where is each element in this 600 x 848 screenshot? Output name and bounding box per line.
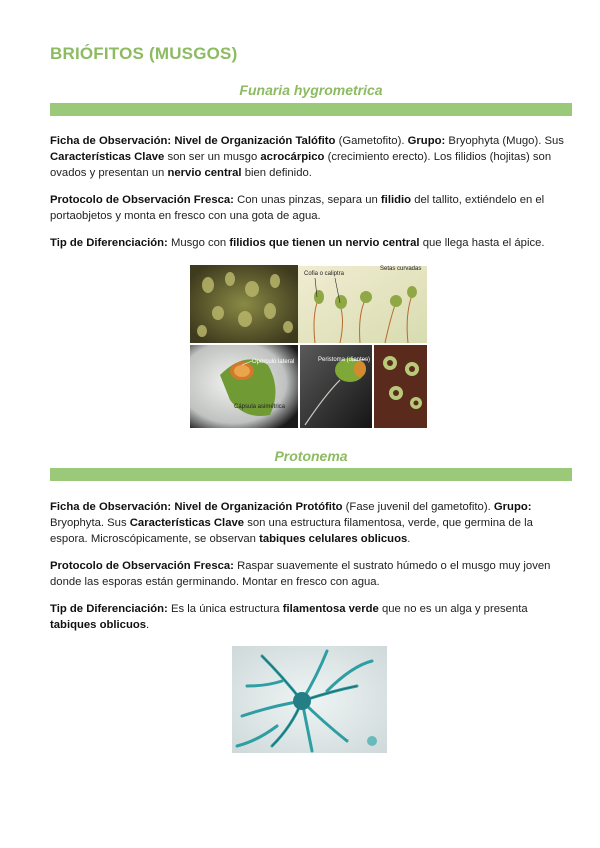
funaria-photos [190, 265, 427, 428]
section-heading-funaria: Funaria hygrometrica [239, 82, 383, 98]
tip-funaria: Tip de Diferenciación: Musgo con filidios que tienen un nervio central que llega hasta el ápice. [50, 237, 545, 249]
protonema-micrograph [232, 646, 387, 753]
label-cofia: Cofia o caliptra [304, 271, 345, 277]
ficha-observacion-funaria: Ficha de Observación: Nivel de Organización Talófito (Gametofito). Grupo: Bryophyta (Mugo). Sus Características Clave son ser un musgo acrocárpico (crecimiento erecto). Los filidios (hojitas) son ovados y presentan un nervio central bien definido. [50, 135, 564, 180]
label-setas: Setas curvadas [380, 266, 422, 272]
tip-protonema: Tip de Diferenciación: Es la única estructura filamentosa verde que no es un alga y presenta tabiques oblicuos. [50, 603, 528, 632]
section-divider-bar [50, 468, 572, 481]
section-heading-protonema: Protonema [274, 448, 348, 464]
section-divider-bar [50, 103, 572, 116]
label-capsula: Cápsula asimétrica [234, 404, 286, 410]
label-operculo: Opérculo lateral [252, 359, 295, 365]
page-title: BRIÓFITOS (MUSGOS) [50, 44, 238, 63]
protocolo-protonema: Protocolo de Observación Fresca: Raspar suavemente el sustrato húmedo o el musgo muy joven donde las esporas están germinando. Montar en fresco con agua. [50, 560, 551, 589]
svg-text:···: ··· [345, 737, 349, 742]
funaria-photo-collage [190, 265, 427, 428]
protocolo-funaria: Protocolo de Observación Fresca: Con unas pinzas, separa un filidio del tallito, extiéndelo en el portaobjetos y monta en fresco con una gota de agua. [50, 194, 545, 223]
label-peristoma: Peristoma (dientes) [318, 357, 371, 363]
protonema-photo [232, 646, 387, 753]
ficha-observacion-protonema: Ficha de Observación: Nivel de Organización Protófito (Fase juvenil del gametofito). Grupo: Bryophyta. Sus Características Clave son una estructura filamentosa, verde, que germina de la espora. Microscópicamente, se observan tabiques celulares oblicuos. [50, 501, 533, 546]
